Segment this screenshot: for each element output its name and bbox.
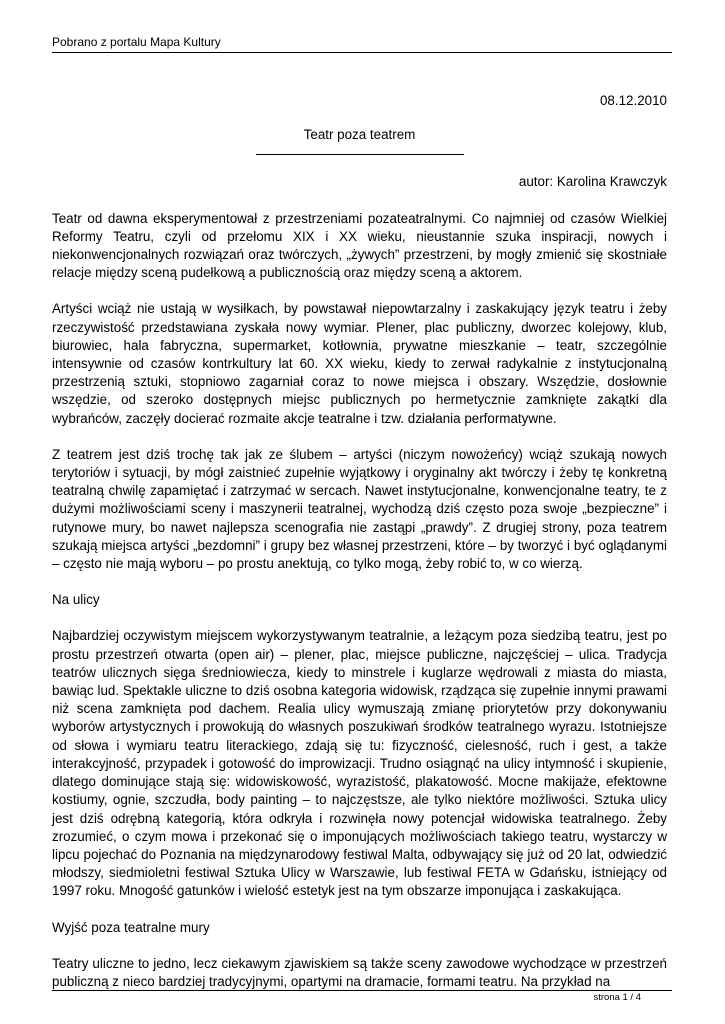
- section-body-wyjsc-poza-mury: Teatry uliczne to jedno, lecz ciekawym zjawiskiem są także sceny zawodowe wychodzące w przestrzeń publiczną z nieco bardziej tradycyjnymi, opartymi na dramacie, formami teatru. Na przykład na: [52, 955, 667, 989]
- section-heading-wyjsc-poza-mury: Wyjść poza teatralne mury: [52, 919, 210, 935]
- paragraph-intro: Teatr od dawna eksperymentował z przestrzeniami pozateatralnymi. Co najmniej od czasów Wielkiej Reformy Teatru, czyli od przełomu XIX i XX wieku, nieustannie szuka inspiracji, nowych i niekonwencjonalnych rozwiązań oraz twórczych, „żywych” przestrzeni, by mogły zmienić się skostniałe relacje między sceną pudełkową a publicznością oraz między sceną a aktorem.: [52, 210, 667, 281]
- page-number: strona 1 / 4: [593, 992, 641, 1003]
- footer-divider: [52, 990, 672, 991]
- paragraph-3: Z teatrem jest dziś trochę tak jak ze ślubem – artyści (niczym nowożeńcy) wciąż szukają nowych terytoriów i sytuacji, by mógł zaistnieć zupełnie wyjątkowy i oryginalny akt twórczy i żeby tę konkretną teatralną chwilę zapamiętać i zatrzymać w sercach. Nawet instytucjonalne, konwencjonalne teatry, te z dużymi możliwościami sceny i maszynerii teatralnej, wychodzą dziś często poza swoje „bezpieczne” i rutynowe mury, bo nawet najlepsza scenografia nie zastąpi „prawdy”. Z drugiej strony, poza teatrem szukają miejsca artyści „bezdomni” i grupy bez własnej przestrzeni, które – by tworzyć i być oglądanymi – często nie mają wyboru – po prostu anektują, co tylko mogą, żeby robić to, w co wierzą.: [52, 446, 667, 572]
- title-underline: [256, 154, 464, 155]
- header-divider: [52, 52, 672, 53]
- article-author: autor: Karolina Krawczyk: [518, 174, 667, 190]
- paragraph-2: Artyści wciąż nie ustają w wysiłkach, by powstawał niepowtarzalny i zaskakujący język teatru i żeby rzeczywistość przedstawiana zyskała nowy wymiar. Plener, plac publiczny, dworzec kolejowy, klub, biurowiec, hala fabryczna, supermarket, kotłownia, prywatne mieszkanie – teatr, szczególnie intensywnie od czasów kontrkultury lat 60. XX wieku, kiedy to zerwał radykalnie z instytucjonalną przestrzenią sztuki, stopniowo zagarniał coraz to nowe miejsca i obszary. Wszędzie, dosłownie wszędzie, od szeroko dostępnych miejsc publicznych po hermetycznie zamknięte zakątki dla wybrańców, zaczęły docierać rozmaite akcje teatralne i tzw. działania performatywne.: [52, 301, 667, 426]
- article-body: [52, 92, 667, 1009]
- page-header-source: Pobrano z portalu Mapa Kultury: [52, 35, 221, 49]
- section-body-na-ulicy: Najbardziej oczywistym miejscem wykorzystywanym teatralnie, a leżącym poza siedzibą teatru, jest po prostu przestrzeń otwarta (open air) – plener, plac, miejsce publiczne, najczęściej – ulica. Tradycja teatrów ulicznych sięga średniowiecza, kiedy to minstrele i kuglarze wędrowali z miasta do miasta, bawiąc lud. Spektakle uliczne to dziś osobna kategoria widowisk, rządząca się zupełnie innymi prawami niż scena zamknięta pod dachem. Realia ulicy wymuszają zmianę priorytetów przy dokonywaniu wyborów artystycznych i prowokują do własnych poszukiwań środków teatralnego wyrazu. Istotniejsze od słowa i wymiaru teatru literackiego, zdają się tu: fizyczność, cielesność, ruch i gest, a także interakcyjność, przypadek i gotowość do improwizacji. Trudno osiągnąć na ulicy intymność i skupienie, dlatego dominujące stają się: widowiskowość, wyrazistość, plakatowość. Mocne makijaże, efektowne kostiumy, ognie, szczudła, body painting – to najczęstsze, ale tylko niektóre możliwości. Sztuka ulicy jest dziś odrębną kategorią, która odkryła i rozwinęła nowy potencjał widowiska teatralnego. Żeby zrozumieć, o czym mowa i przekonać się o imponujących możliwościach takiego teatru, wystarczy w lipcu pojechać do Poznania na międzynarodowy festiwal Malta, odbywający się już od 20 lat, odwiedzić młodszy, siedmioletni festiwal Sztuka Ulicy w Warszawie, lub festiwal FETA w Gdańsku, istniejący od 1997 roku. Mnogość gatunków i wielość estetyk jest na tym obszarze imponująca i zaskakująca.: [52, 628, 667, 899]
- article-date: 08.12.2010: [599, 93, 667, 108]
- article-title: Teatr poza teatrem: [303, 127, 416, 143]
- section-heading-na-ulicy: Na ulicy: [52, 592, 100, 608]
